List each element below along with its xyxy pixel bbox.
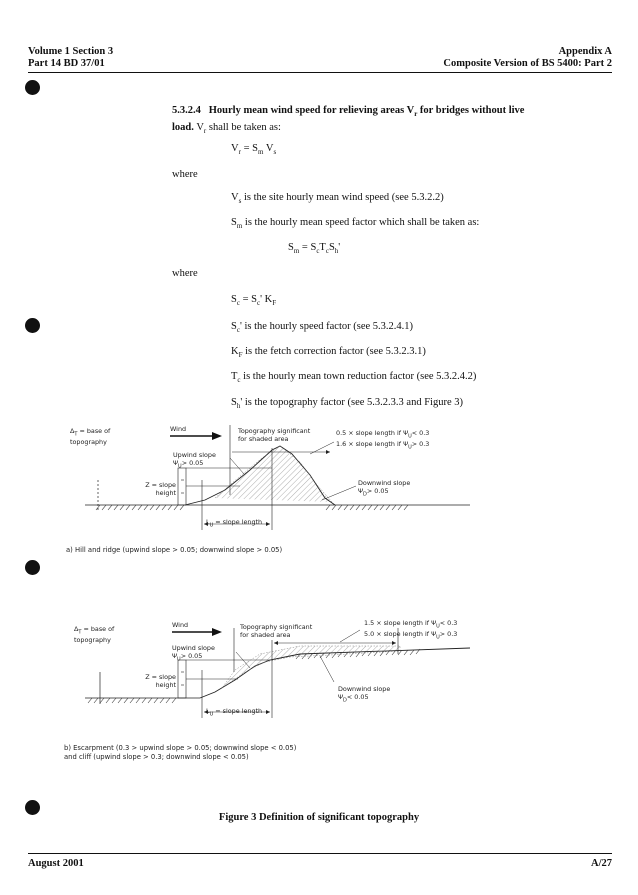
equation-sc: $S_c = S_c'$ $K_F$: [231, 294, 277, 308]
footer-rule: [28, 853, 612, 854]
upwind-leader: [230, 458, 244, 474]
header-right: [443, 46, 612, 70]
figure-title: Figure 3 Definition of significant topography: [218, 812, 420, 823]
fig-a-base-label: $\Delta_T$ = base of topography: [70, 427, 111, 446]
def-sh-prime: $S_h'$ is the topography factor (see 5.3.2.3.3 and Figure 3): [231, 397, 463, 411]
fig-b-wind-label: Wind: [172, 621, 189, 629]
length-leader: [340, 630, 360, 642]
punch-hole: [25, 318, 40, 333]
downwind-leader: [322, 486, 356, 500]
where-2: where: [172, 268, 198, 279]
section-load: load.: [172, 122, 194, 134]
header-appendix: Appendix A: [558, 46, 612, 57]
def-sc-prime: $S_c'$ is the hourly speed factor (see 5.3.2.4.1): [231, 321, 414, 335]
fig-a-topo-label: Topography significant for shaded area: [238, 427, 311, 443]
slope-height-box: [178, 468, 186, 505]
footer-page: A/27: [591, 858, 612, 869]
header-part: Part 14 BD 37/01: [28, 58, 105, 69]
fig-b-topo-label: Topography significant for shaded area: [240, 623, 313, 639]
section-heading: 5.3.2.4 Hourly mean wind speed for relieving areas $V_r$ for bridges without live load. $V_r$ shall be taken as:: [172, 105, 525, 136]
fig-b-caption: b) Escarpment (0.3 > upwind slope > 0.05; downwind slope < 0.05) and cliff (upwind slope > 0.3; downwind slope < 0.05): [64, 744, 297, 761]
lower-ground-hatching: [88, 698, 176, 703]
ground-hatching: [96, 505, 408, 510]
fig-a-upwind-label: Upwind slope $\Psi_U> 0.05$: [173, 451, 216, 469]
fig-a-lu-label: $L_U$ = slope length: [206, 518, 263, 529]
section-title: Hourly mean wind speed for relieving areas V: [208, 105, 415, 116]
shaded-area: [215, 446, 332, 502]
def-kf: $K_F$ is the fetch correction factor (see 5.3.2.3.1): [231, 346, 426, 360]
def-sm: $S_m$ is the hourly mean speed factor which shall be taken as:: [231, 217, 480, 231]
fig-a-downwind-label: Downwind slope $\Psi_D> 0.05$: [358, 479, 411, 497]
header-rule: [28, 72, 612, 73]
fig-b-length-label: 1.5 × slope length if $\Psi_U< 0.3$ 5.0 × slope length if $\Psi_U> 0.3$: [364, 619, 458, 641]
shaded-area: [222, 646, 400, 688]
punch-hole: [25, 560, 40, 575]
fig-b-base-label: $\Delta_T$ = base of topography: [74, 625, 115, 644]
where-1: where: [172, 169, 198, 180]
section-number: 5.3.2.4: [172, 105, 201, 116]
fig-b-downwind-label: Downwind slope $\Psi_D< 0.05$: [338, 685, 391, 703]
def-vs: $V_s$ is the site hourly mean wind speed (see 5.3.2.2): [231, 192, 444, 206]
header-composite: Composite Version of BS 5400: Part 2: [443, 58, 612, 69]
wind-arrowhead: [212, 628, 222, 636]
slope-height-box: [178, 660, 186, 698]
wind-arrowhead: [212, 432, 222, 440]
header-left: [28, 46, 113, 70]
fig-a-caption: a) Hill and ridge (upwind slope > 0.05; downwind slope > 0.05): [66, 546, 283, 554]
fig-b-lu-label: $L_U$ = slope length: [206, 707, 263, 718]
punch-hole: [25, 80, 40, 95]
def-tc: $T_c$ is the hourly mean town reduction factor (see 5.3.2.4.2): [231, 371, 477, 385]
fig-a-length-label: 0.5 × slope length if $\Psi_U< 0.3$ 1.6 × slope length if $\Psi_U> 0.3$: [336, 429, 430, 451]
fig-b-upwind-label: Upwind slope $\Psi_U> 0.05$: [172, 644, 215, 662]
fig-b-z-label: Z = slope height: [145, 673, 176, 689]
header-volume: Volume 1 Section 3: [28, 46, 114, 57]
equation-sm: $S_m = S_cT_cS_h'$: [288, 242, 341, 256]
footer-date: August 2001: [28, 858, 84, 869]
equation-vr: $V_r = S_m$ $V_s$: [231, 143, 277, 157]
fig-a-wind-label: Wind: [170, 425, 187, 433]
downwind-leader: [320, 656, 334, 682]
fig-a-z-label: Z = slope height: [145, 481, 176, 497]
